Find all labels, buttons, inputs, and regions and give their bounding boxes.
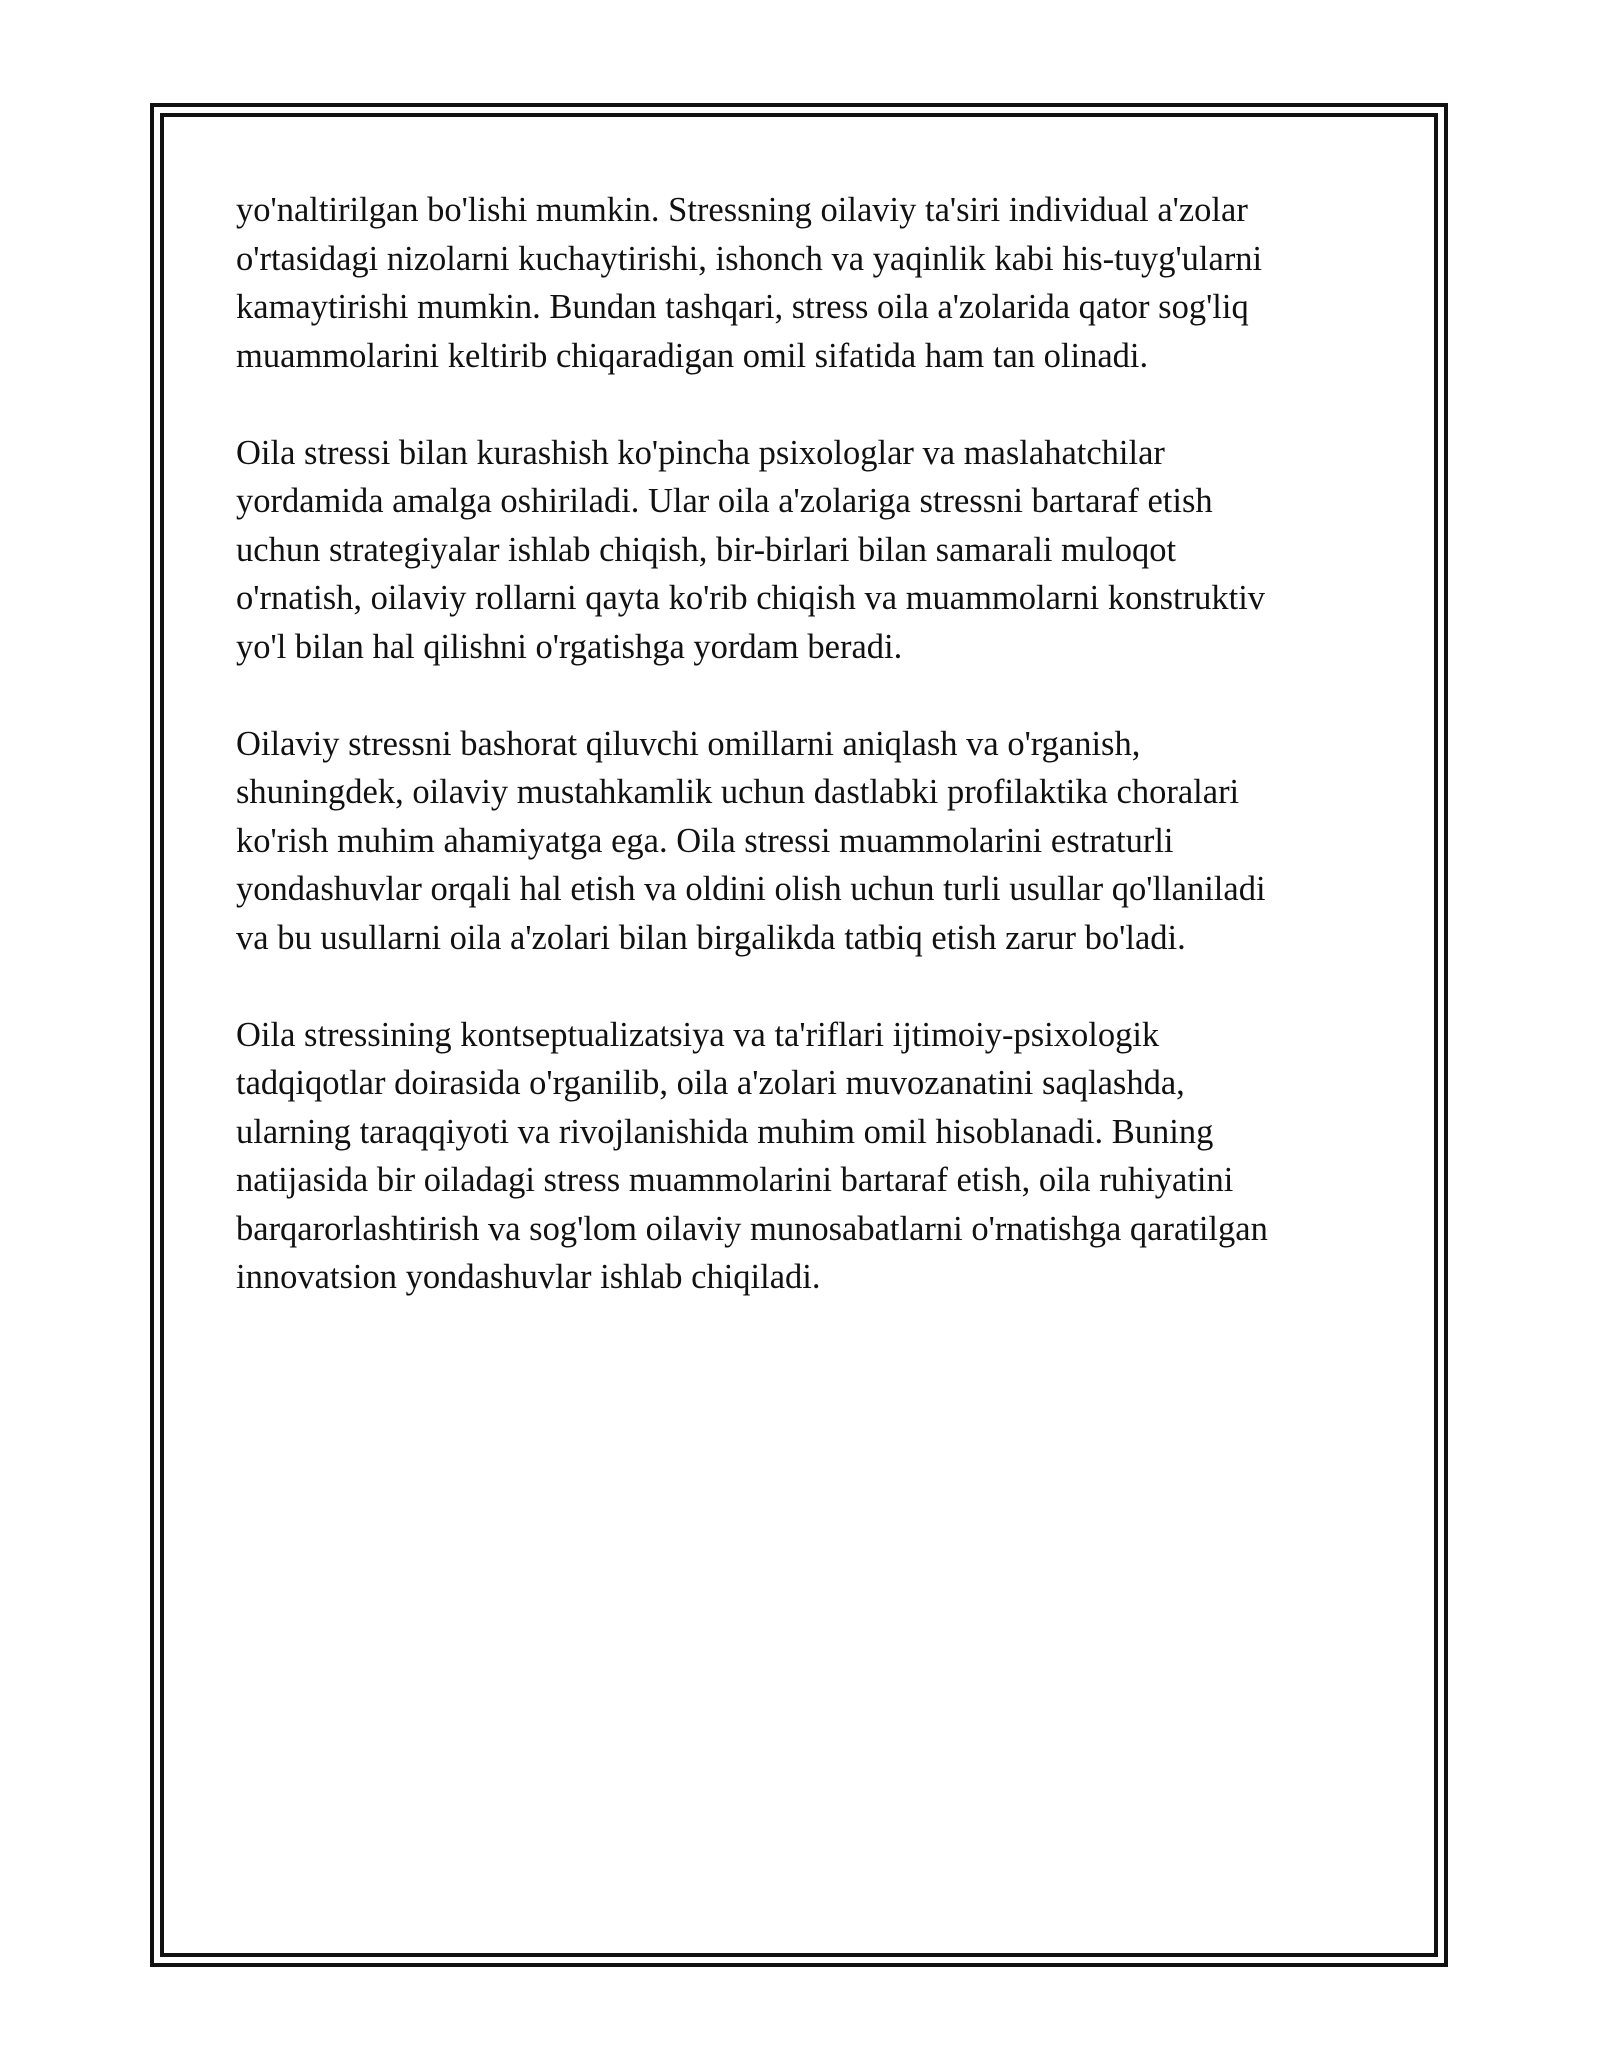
text-line: yo'naltirilgan bo'lishi mumkin. Stressning oilaviy ta'siri individual a'zolar: [236, 191, 1248, 229]
text-line: o'rtasidagi nizolarni kuchaytirishi, ishonch va yaqinlik kabi his-tuyg'ularni: [236, 239, 1263, 278]
text-line: muammolarini keltirib chiqaradigan omil sifatida ham tan olinadi.: [236, 336, 1149, 375]
text-line: innovatsion yondashuvlar ishlab chiqiladi.: [236, 1258, 821, 1296]
paragraph-2: [236, 429, 1386, 672]
paragraph-4: [236, 1011, 1386, 1302]
text-line: uchun strategiyalar ishlab chiqish, bir-birlari bilan samarali muloqot: [236, 530, 1177, 569]
text-line: yordamida amalga oshiriladi. Ular oila a'zolariga stressni bartaraf etish: [236, 482, 1213, 520]
document-body: [236, 186, 1386, 1350]
paragraph-3: [236, 720, 1386, 963]
text-line: barqarorlashtirish va sog'lom oilaviy munosabatlarni o'rnatishga qaratilgan: [236, 1209, 1268, 1248]
text-line: kamaytirishi mumkin. Bundan tashqari, stress oila a'zolarida qator sog'liq: [236, 288, 1249, 326]
text-line: va bu usullarni oila a'zolari bilan birgalikda tatbiq etish zarur bo'ladi.: [236, 918, 1186, 957]
paragraph-1: [236, 186, 1386, 380]
text-line: o'rnatish, oilaviy rollarni qayta ko'rib chiqish va muammolarni konstruktiv: [236, 579, 1266, 617]
text-line: ularning taraqqiyoti va rivojlanishida muhim omil hisoblanadi. Buning: [236, 1112, 1214, 1151]
text-line: natijasida bir oiladagi stress muammolarini bartaraf etish, oila ruhiyatini: [236, 1161, 1234, 1199]
text-line: Oila stressining kontseptualizatsiya va ta'riflari ijtimoiy-psixologik: [236, 1015, 1160, 1054]
text-line: Oilaviy stressni bashorat qiluvchi omillarni aniqlash va o'rganish,: [236, 724, 1141, 763]
text-line: Oila stressi bilan kurashish ko'pincha psixologlar va maslahatchilar: [236, 433, 1165, 472]
text-line: tadqiqotlar doirasida o'rganilib, oila a'zolari muvozanatini saqlashda,: [236, 1064, 1185, 1102]
text-line: yo'l bilan hal qilishni o'rgatishga yordam beradi.: [236, 627, 903, 666]
text-line: shuningdek, oilaviy mustahkamlik uchun dastlabki profilaktika choralari: [236, 773, 1240, 811]
text-line: ko'rish muhim ahamiyatga ega. Oila stressi muammolarini estraturli: [236, 821, 1174, 860]
text-line: yondashuvlar orqali hal etish va oldini olish uchun turli usullar qo'llaniladi: [236, 870, 1266, 908]
